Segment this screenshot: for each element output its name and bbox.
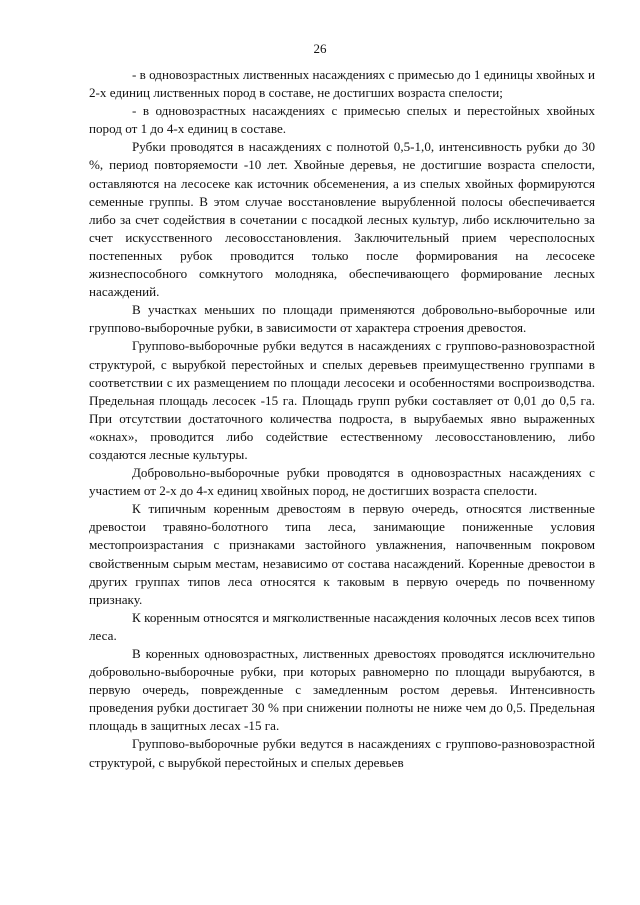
paragraph-typical-stands: К типичным коренным древостоям в первую очередь, относятся лиственные древостои травяно-болотного типа леса, занимающие пониженные условия местопроизрастания с признаками застойного увлажнения, напочвенным покровом свойственным сырым местам, независимо от состава насаждений. Коренные древостои в других группах типов леса относятся к таковым в первую очередь по почвенному признаку. <box>89 501 595 607</box>
page-number: 26 <box>313 41 327 56</box>
paragraph-list-item-2: - в одновозрастных насаждениях с примесью спелых и перестойных хвойных пород от 1 до 4-х единиц в составе. <box>89 103 595 137</box>
paragraph-kolki-forests: К коренным относятся и мягколиственные насаждения колочных лесов всех типов леса. <box>89 609 595 643</box>
body-text <box>89 66 595 772</box>
paragraph-native-stands: В коренных одновозрастных, лиственных древостоях проводятся исключительно добровольно-выборочные рубки, при которых равномерно по площади вырубаются, в первую очередь, поврежденные с замедленным ростом деревья. Интенсивность проведения рубки достигает 30 % при снижении полноты не ниже чем до 0,5. Предельная площадь в защитных лесах -15 га. <box>89 646 595 734</box>
paragraph-felling-conditions: Рубки проводятся в насаждениях с полнотой 0,5-1,0, интенсивность рубки до 30 %, период повторяемости -10 лет. Хвойные деревья, не достигшие возраста спелости, оставляются на лесосеке как источник обсеменения, а из спелых хвойных формируются семенные группы. В этом случае восстановление вырубленной полосы обеспечивается либо за счет содействия в сочетании с посадкой лесных культур, либо исключительно за счет искусственного лесовосстановления. Заключительный прием чересполосных постепенных рубок проводится только после формирования на лесосеке жизнеспособного сомкнутого молодняка, обеспечивающего формирование лесных насаждений. <box>89 139 595 300</box>
paragraph-small-areas: В участках меньших по площади применяются добровольно-выборочные или группово-выборочные рубки, в зависимости от характера строения древостоя. <box>89 302 595 336</box>
paragraph-list-item-1: - в одновозрастных лиственных насаждениях с примесью до 1 единицы хвойных и 2-х единиц лиственных пород в составе, не достигших возраста спелости; <box>89 67 595 101</box>
paragraph-group-selective-continued: Группово-выборочные рубки ведутся в насаждениях с группово-разновозрастной структурой, с вырубкой перестойных и спелых деревьев <box>89 736 595 770</box>
paragraph-group-selective: Группово-выборочные рубки ведутся в насаждениях с группово-разновозрастной структурой, с вырубкой перестойных и спелых деревьев преимущественно группами в соответствии с их размещением по площади лесосеки и особенностями воспроизводства. Предельная площадь лесосек -15 га. Площадь групп рубки составляет от 0,01 до 0,5 га. При отсутствии достаточного количества подроста, в вырубаемых явно выраженных «окнах», проводится либо содействие естественному лесовосстановлению, либо создаются лесные культуры. <box>89 338 595 462</box>
paragraph-voluntary-selective: Добровольно-выборочные рубки проводятся в одновозрастных насаждениях с участием от 2-х до 4-х единиц хвойных пород, не достигших возраста спелости. <box>89 465 595 499</box>
